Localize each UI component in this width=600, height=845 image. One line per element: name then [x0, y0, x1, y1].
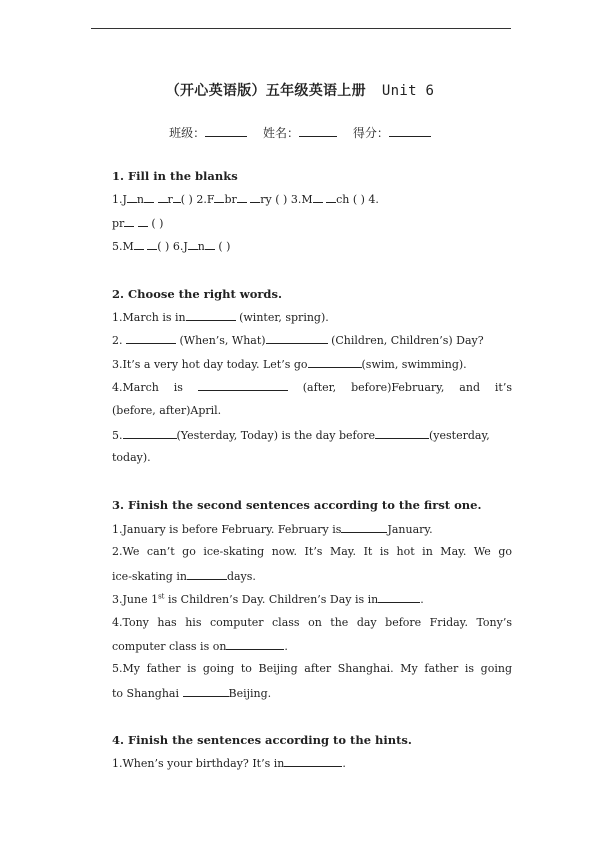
text: 3.It’s a very hot day today. Let’s go	[112, 358, 308, 371]
text: (after, before)February, and it’s	[287, 381, 512, 394]
fill-blank[interactable]	[138, 216, 148, 227]
text: (yesterday,	[429, 429, 490, 442]
class-label: 班级：	[169, 126, 206, 140]
answer-blank[interactable]	[187, 569, 227, 580]
text: 1.March is in	[112, 311, 186, 324]
fill-blank[interactable]	[147, 239, 157, 250]
student-info-row	[0, 124, 600, 141]
text: (winter, spring).	[235, 311, 329, 324]
fill-blank[interactable]	[237, 192, 247, 203]
text: ry ( ) 3.M	[260, 193, 313, 206]
score-label: 得分：	[352, 126, 389, 140]
name-label: 姓名：	[262, 126, 299, 140]
text: ch ( ) 4.	[336, 193, 379, 206]
text: ( ) 6.J	[157, 240, 188, 253]
section2-q5-cont: today).	[112, 451, 151, 464]
text: Beijing.	[228, 687, 272, 700]
score-field[interactable]	[353, 126, 431, 140]
text: 1.When’s your birthday? It’s in	[112, 757, 285, 770]
fill-blank[interactable]	[326, 192, 336, 203]
text: days.	[226, 570, 256, 583]
fill-blank[interactable]	[250, 192, 260, 203]
section3-q4: 4.Tony has his computer class on the day before Friday. Tony’s	[112, 616, 512, 629]
answer-blank[interactable]	[183, 686, 229, 697]
fill-blank[interactable]	[205, 239, 215, 250]
text: 2.	[112, 334, 126, 347]
fill-blank[interactable]	[127, 192, 137, 203]
answer-blank[interactable]	[266, 333, 328, 344]
text: n	[197, 240, 205, 253]
text: (swim, swimming).	[361, 358, 467, 371]
section3-q2: 2.We can’t go ice-skating now. It’s May. It is hot in May. We go	[112, 545, 512, 558]
text: pr	[112, 217, 125, 230]
section3-q4-cont	[112, 639, 512, 654]
text: January.	[387, 523, 433, 536]
ordinal-suffix: st	[158, 592, 165, 601]
section4-q1	[112, 756, 512, 771]
text: .	[284, 640, 288, 653]
text: ( )	[218, 240, 231, 253]
score-blank[interactable]	[389, 126, 431, 137]
name-blank[interactable]	[299, 126, 337, 137]
text: (Children, Children’s) Day?	[327, 334, 484, 347]
section1-line1	[112, 192, 512, 207]
text: n	[136, 193, 144, 206]
answer-blank[interactable]	[123, 428, 177, 439]
unit-label: Unit 6	[381, 83, 435, 99]
answer-blank[interactable]	[284, 756, 342, 767]
section2-q2	[112, 333, 512, 348]
section2-q5	[112, 428, 512, 443]
answer-blank[interactable]	[378, 592, 420, 603]
text: 5.M	[112, 240, 134, 253]
text: ( )	[151, 217, 164, 230]
section3-q1	[112, 522, 512, 537]
section3-q2-cont	[112, 569, 512, 584]
answer-blank[interactable]	[198, 380, 288, 391]
section4-heading: 4. Finish the sentences according to the hints.	[112, 733, 412, 747]
title-text: （开心英语版）五年级英语上册	[165, 83, 366, 99]
answer-blank[interactable]	[226, 639, 284, 650]
class-blank[interactable]	[205, 126, 247, 137]
text: ice-skating in	[112, 570, 187, 583]
section1-heading: 1. Fill in the blanks	[112, 169, 238, 183]
text: .	[420, 593, 424, 606]
section1-line2	[112, 216, 512, 231]
answer-blank[interactable]	[308, 357, 362, 368]
fill-blank[interactable]	[124, 216, 134, 227]
section3-q3	[112, 592, 512, 607]
section2-heading: 2. Choose the right words.	[112, 287, 282, 301]
top-rule	[91, 28, 511, 29]
text: r	[167, 193, 173, 206]
section2-q4-cont: (before, after)April.	[112, 404, 222, 417]
text: to Shanghai	[112, 687, 183, 700]
text: 1.J	[112, 193, 127, 206]
fill-blank[interactable]	[144, 192, 154, 203]
fill-blank[interactable]	[214, 192, 224, 203]
text: br	[224, 193, 237, 206]
section2-q1	[112, 310, 512, 325]
text: 1.January is before February. February is	[112, 523, 342, 536]
answer-blank[interactable]	[126, 333, 176, 344]
answer-blank[interactable]	[186, 310, 236, 321]
class-field[interactable]	[169, 126, 247, 140]
section2-q4	[112, 380, 512, 395]
section3-q5-cont	[112, 686, 512, 701]
fill-blank[interactable]	[158, 192, 168, 203]
section3-heading: 3. Finish the second sentences according to the first one.	[112, 498, 482, 512]
text: computer class is on	[112, 640, 227, 653]
text: .	[342, 757, 346, 770]
text: is Children’s Day. Children’s Day is in	[164, 593, 379, 606]
section2-q3	[112, 357, 512, 372]
fill-blank[interactable]	[188, 239, 198, 250]
answer-blank[interactable]	[341, 522, 387, 533]
fill-blank[interactable]	[313, 192, 323, 203]
text: (Yesterday, Today) is the day before	[176, 429, 375, 442]
page-title	[0, 80, 600, 100]
fill-blank[interactable]	[134, 239, 144, 250]
text: ( ) 2.F	[180, 193, 215, 206]
text: 4.March is	[112, 381, 198, 394]
text: 5.	[112, 429, 123, 442]
fill-blank[interactable]	[173, 192, 181, 203]
section1-line3	[112, 239, 512, 254]
answer-blank[interactable]	[375, 428, 429, 439]
text: (When’s, What)	[176, 334, 266, 347]
name-field[interactable]	[263, 126, 337, 140]
section3-q5: 5.My father is going to Beijing after Shanghai. My father is going	[112, 662, 512, 675]
text: 3.June 1	[112, 593, 159, 606]
